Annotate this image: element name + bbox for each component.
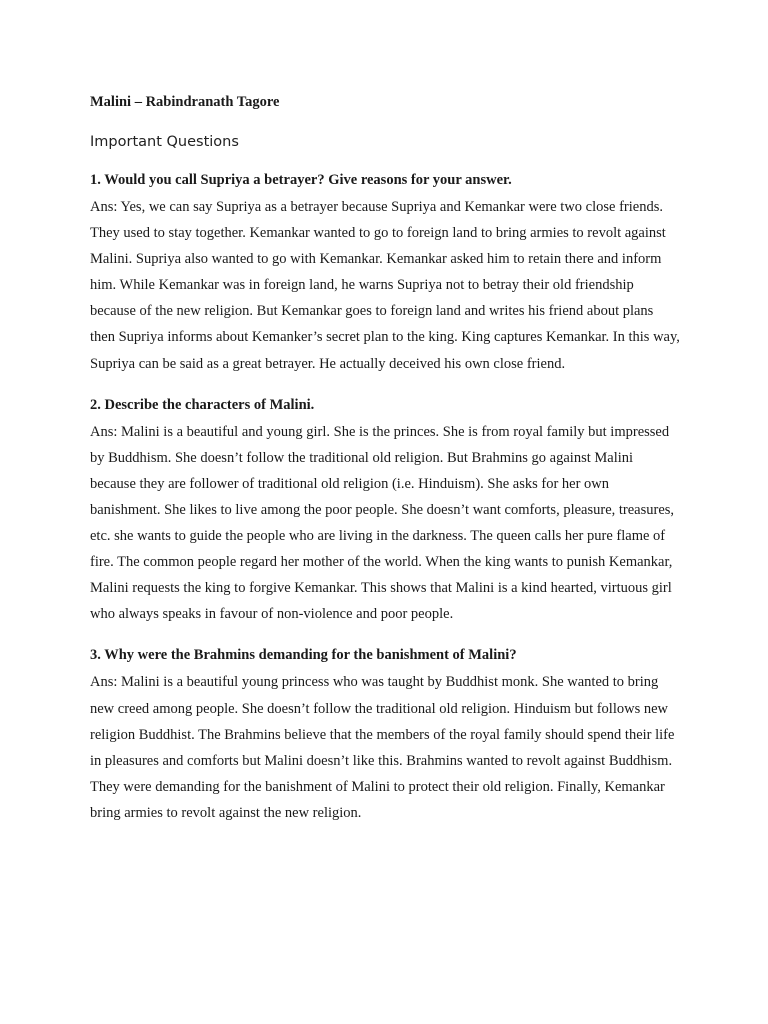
document-title: Malini – Rabindranath Tagore: [90, 94, 280, 110]
question-1: 1. Would you call Supriya a betrayer? Give reasons for your answer.: [90, 172, 512, 188]
question-block-1: [90, 170, 680, 377]
document-page: [90, 92, 680, 826]
question-block-2: [90, 395, 680, 628]
document-subtitle: Important Questions: [90, 134, 239, 150]
question-block-3: [90, 645, 680, 826]
question-2: 2. Describe the characters of Malini.: [90, 396, 315, 413]
answer-2: Ans: Malini is a beautiful and young girl. She is the princes. She is from royal family but impressed by Buddhism. She doesn’t follow the traditional old religion. But Brahmins go against Malini because they are follower of traditional old religion (i.e. Hinduism). She asks for her own banishment. She likes to live among the poor people. She doesn’t want comforts, pleasure, treasures, etc. she wants to guide the people who are living in the darkness. The queen calls her pure flame of fire. The common people regard her mother of the world. When the king wants to punish Kemankar, Malini requests the king to forgive Kemankar. This shows that Malini is a kind hearted, virtuous girl who always speaks in favour of non-violence and poor people.: [90, 423, 675, 623]
answer-1: Ans: Yes, we can say Supriya as a betrayer because Supriya and Kemankar were two close friends. They used to stay together. Kemankar wanted to go to foreign land to bring armies to revolt against Malini. Supriya also wanted to go with Kemankar. Kemankar asked him to retain there and inform him. While Kemankar was in foreign land, he warns Supriya not to betray their old friendship because of the new religion. But Kemankar goes to foreign land and writes his friend about plans then Supriya informs about Kemanker’s secret plan to the king. King captures Kemankar. In this way, Supriya can be said as a great betrayer. He actually deceived his own close friend.: [90, 199, 680, 372]
answer-3: Ans: Malini is a beautiful young princess who was taught by Buddhist monk. She wanted to bring new creed among people. She doesn’t follow the traditional old religion. Hinduism but follows new religion Buddhist. The Brahmins believe that the members of the royal family should spend their life in pleasures and comforts but Malini doesn’t like this. Brahmins wanted to revolt against Buddhism. They were demanding for the banishment of Malini to protect their old religion. Finally, Kemankar bring armies to revolt against the new religion.: [90, 674, 675, 821]
question-3: 3. Why were the Brahmins demanding for the banishment of Malini?: [90, 647, 517, 664]
